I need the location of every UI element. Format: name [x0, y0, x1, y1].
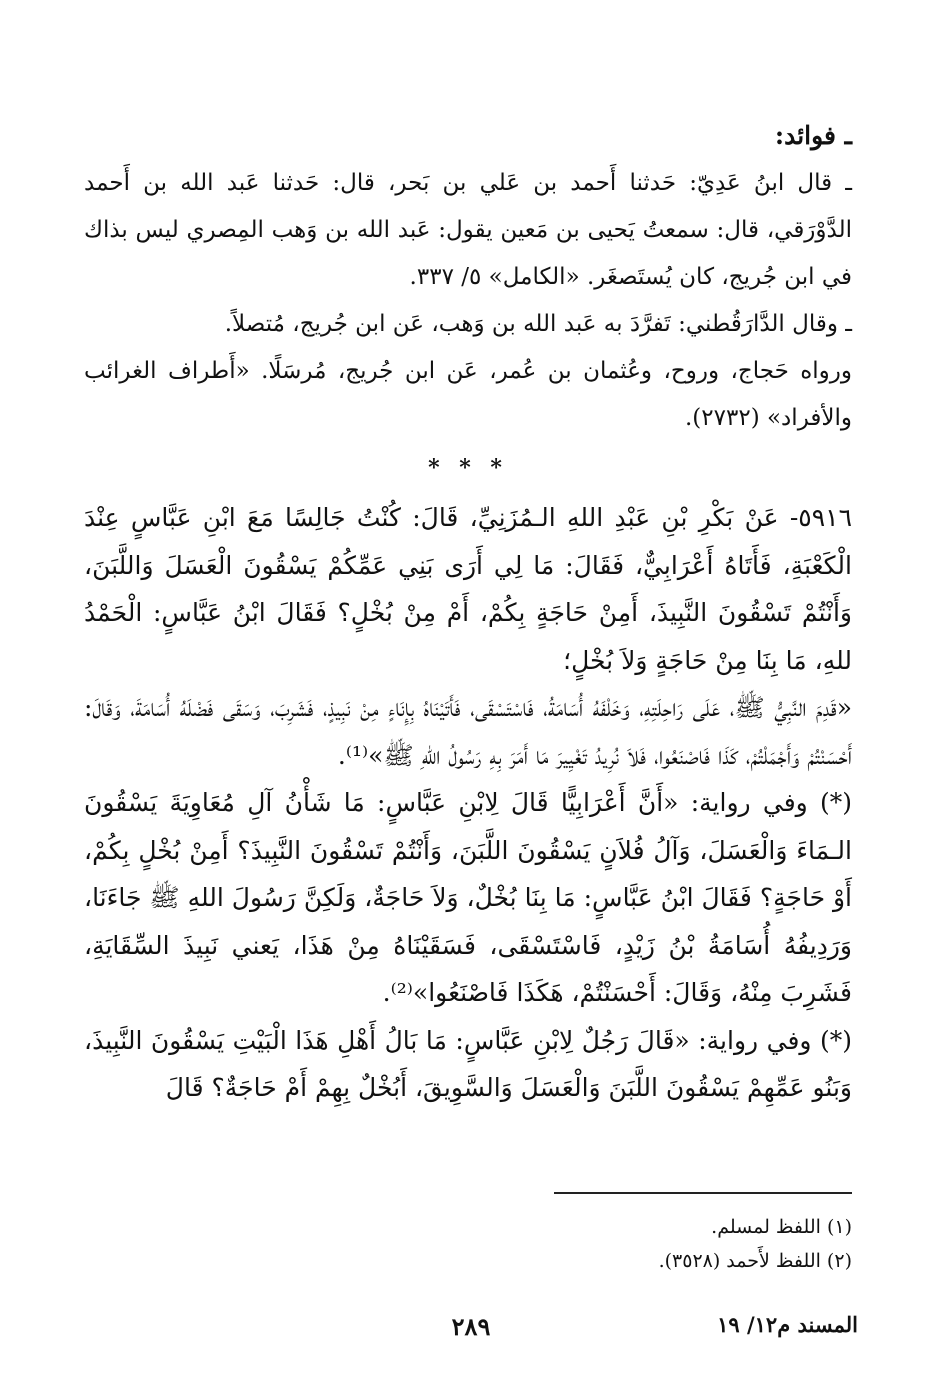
footnotes — [84, 1210, 852, 1278]
benefit-paragraph: ورواه حَجاج، وروح، وعُثمان بن عُمر، عَن ابن جُريج، مُرسَلًا. «أَطراف الغرائب والأفراد» (٢٧٣٢). — [84, 358, 852, 431]
section-heading: ـ فوائد: — [774, 121, 852, 150]
volume-signature: المسند م١٢/ ١٩ — [717, 1312, 858, 1337]
hadith-paragraph: (*) وفي رواية: «أَنَّ أَعْرَابِيًّا قَالَ لِابْنِ عَبَّاسٍ: مَا شَأْنُ آلِ مُعَاوِيَةَ يَسْقُونَ الـمَاءَ وَالْعَسَلَ، وَآلُ فُلاَنٍ يَسْقُونَ اللَّبَنَ، وَأَنْتُمْ تَسْقُونَ النَّبِيذَ؟ أَمِنْ بُخْلٍ بِكُمْ، أَوْ حَاجَةٍ؟ فَقَالَ ابْنُ عَبَّاسٍ: مَا بِنَا بُخْلٌ، وَلاَ حَاجَةٌ، وَلَكِنَّ رَسُولَ اللهِ ﷺ جَاءَنَا، وَرَدِيفُهُ أُسَامَةُ بْنُ زَيْدٍ، فَاسْتَسْقَى، فَسَقَيْنَاهُ مِنْ هَذَا، يَعني نَبِيذَ السِّقَايَةِ، فَشَرِبَ مِنْهُ، وَقَالَ: أَحْسَنْتُمْ، هَكَذَا فَاصْنَعُوا»⁽²⁾. — [84, 788, 852, 1007]
hadith-paragraph: ٥٩١٦- عَنْ بَكْرِ بْنِ عَبْدِ اللهِ الـمُزَنِيِّ، قَالَ: كُنْتُ جَالِسًا مَعَ ابْنِ عَبَّاسٍ عِنْدَ الْكَعْبَةِ، فَأَتَاهُ أَعْرَابِيٌّ، فَقَالَ: مَا لِي أَرَى بَنِي عَمِّكُمْ يَسْقُونَ الْعَسَلَ وَاللَّبَنَ، وَأَنْتُمْ تَسْقُونَ النَّبِيذَ، أَمِنْ حَاجَةٍ بِكُمْ، أَمْ مِنْ بُخْلٍ؟ فَقَالَ ابْنُ عَبَّاسٍ: الْحَمْدُ للهِ، مَا بِنَا مِنْ حَاجَةٍ وَلاَ بُخْلٍ؛ — [84, 503, 852, 675]
main-text — [84, 112, 852, 1112]
page-number: ٢٨٩ — [451, 1312, 491, 1341]
footnote: (١) اللفظ لمسلم. — [711, 1216, 852, 1238]
footnote-divider — [554, 1192, 852, 1194]
hadith-paragraph: «قَدِمَ النَّبِيُّ ﷺ، عَلَى رَاحِلَتِهِ، وَخَلْفَهُ أُسَامَةُ، فَاسْتَسْقَى، فَأَتَيْنَاهُ بِإِنَاءٍ مِنْ نَبِيذٍ، فَشَرِبَ، وَسَقَى فَضْلَهُ أُسَامَةَ، وَقَالَ: أَحْسَنْتُمْ وَأَجْمَلْتُمْ، كَذَا فَاصْنَعُوا، فَلاَ نُرِيدُ تَغْيِيرَ مَا أَمَرَ بِهِ رَسُولُ اللهِ ﷺ»⁽¹⁾. — [84, 693, 852, 770]
footnote: (٢) اللفظ لأَحمد (٣٥٢٨). — [658, 1250, 852, 1272]
page-footer — [84, 1312, 858, 1352]
benefit-paragraph: ـ قال ابنُ عَدِيّ: حَدثنا أَحمد بن عَلي بن بَحر، قال: حَدثنا عَبد الله بن أَحمد الدَّوْرَقي، قال: سمعتُ يَحيى بن مَعين يقول: عَبد الله بن وَهب المِصري ليس بذاك في ابن جُريج، كان يُستَصغَر. «الكامل» ٥/ ٣٣٧. — [84, 170, 852, 290]
hadith-paragraph: (*) وفي رواية: «قَالَ رَجُلٌ لِابْنِ عَبَّاسٍ: مَا بَالُ أَهْلِ هَذَا الْبَيْتِ يَسْقُونَ النَّبِيذَ، وَبَنُو عَمِّهِمْ يَسْقُونَ اللَّبَنَ وَالْعَسَلَ وَالسَّوِيقَ، أَبُخْلٌ بِهِمْ أَمْ حَاجَةٌ؟ قَالَ — [84, 1025, 852, 1102]
section-separator: * * * — [428, 455, 508, 481]
benefit-paragraph: ـ وقال الدَّارَقُطني: تَفرَّدَ به عَبد الله بن وَهب، عَن ابن جُريج، مُتصلاً. — [224, 311, 852, 337]
